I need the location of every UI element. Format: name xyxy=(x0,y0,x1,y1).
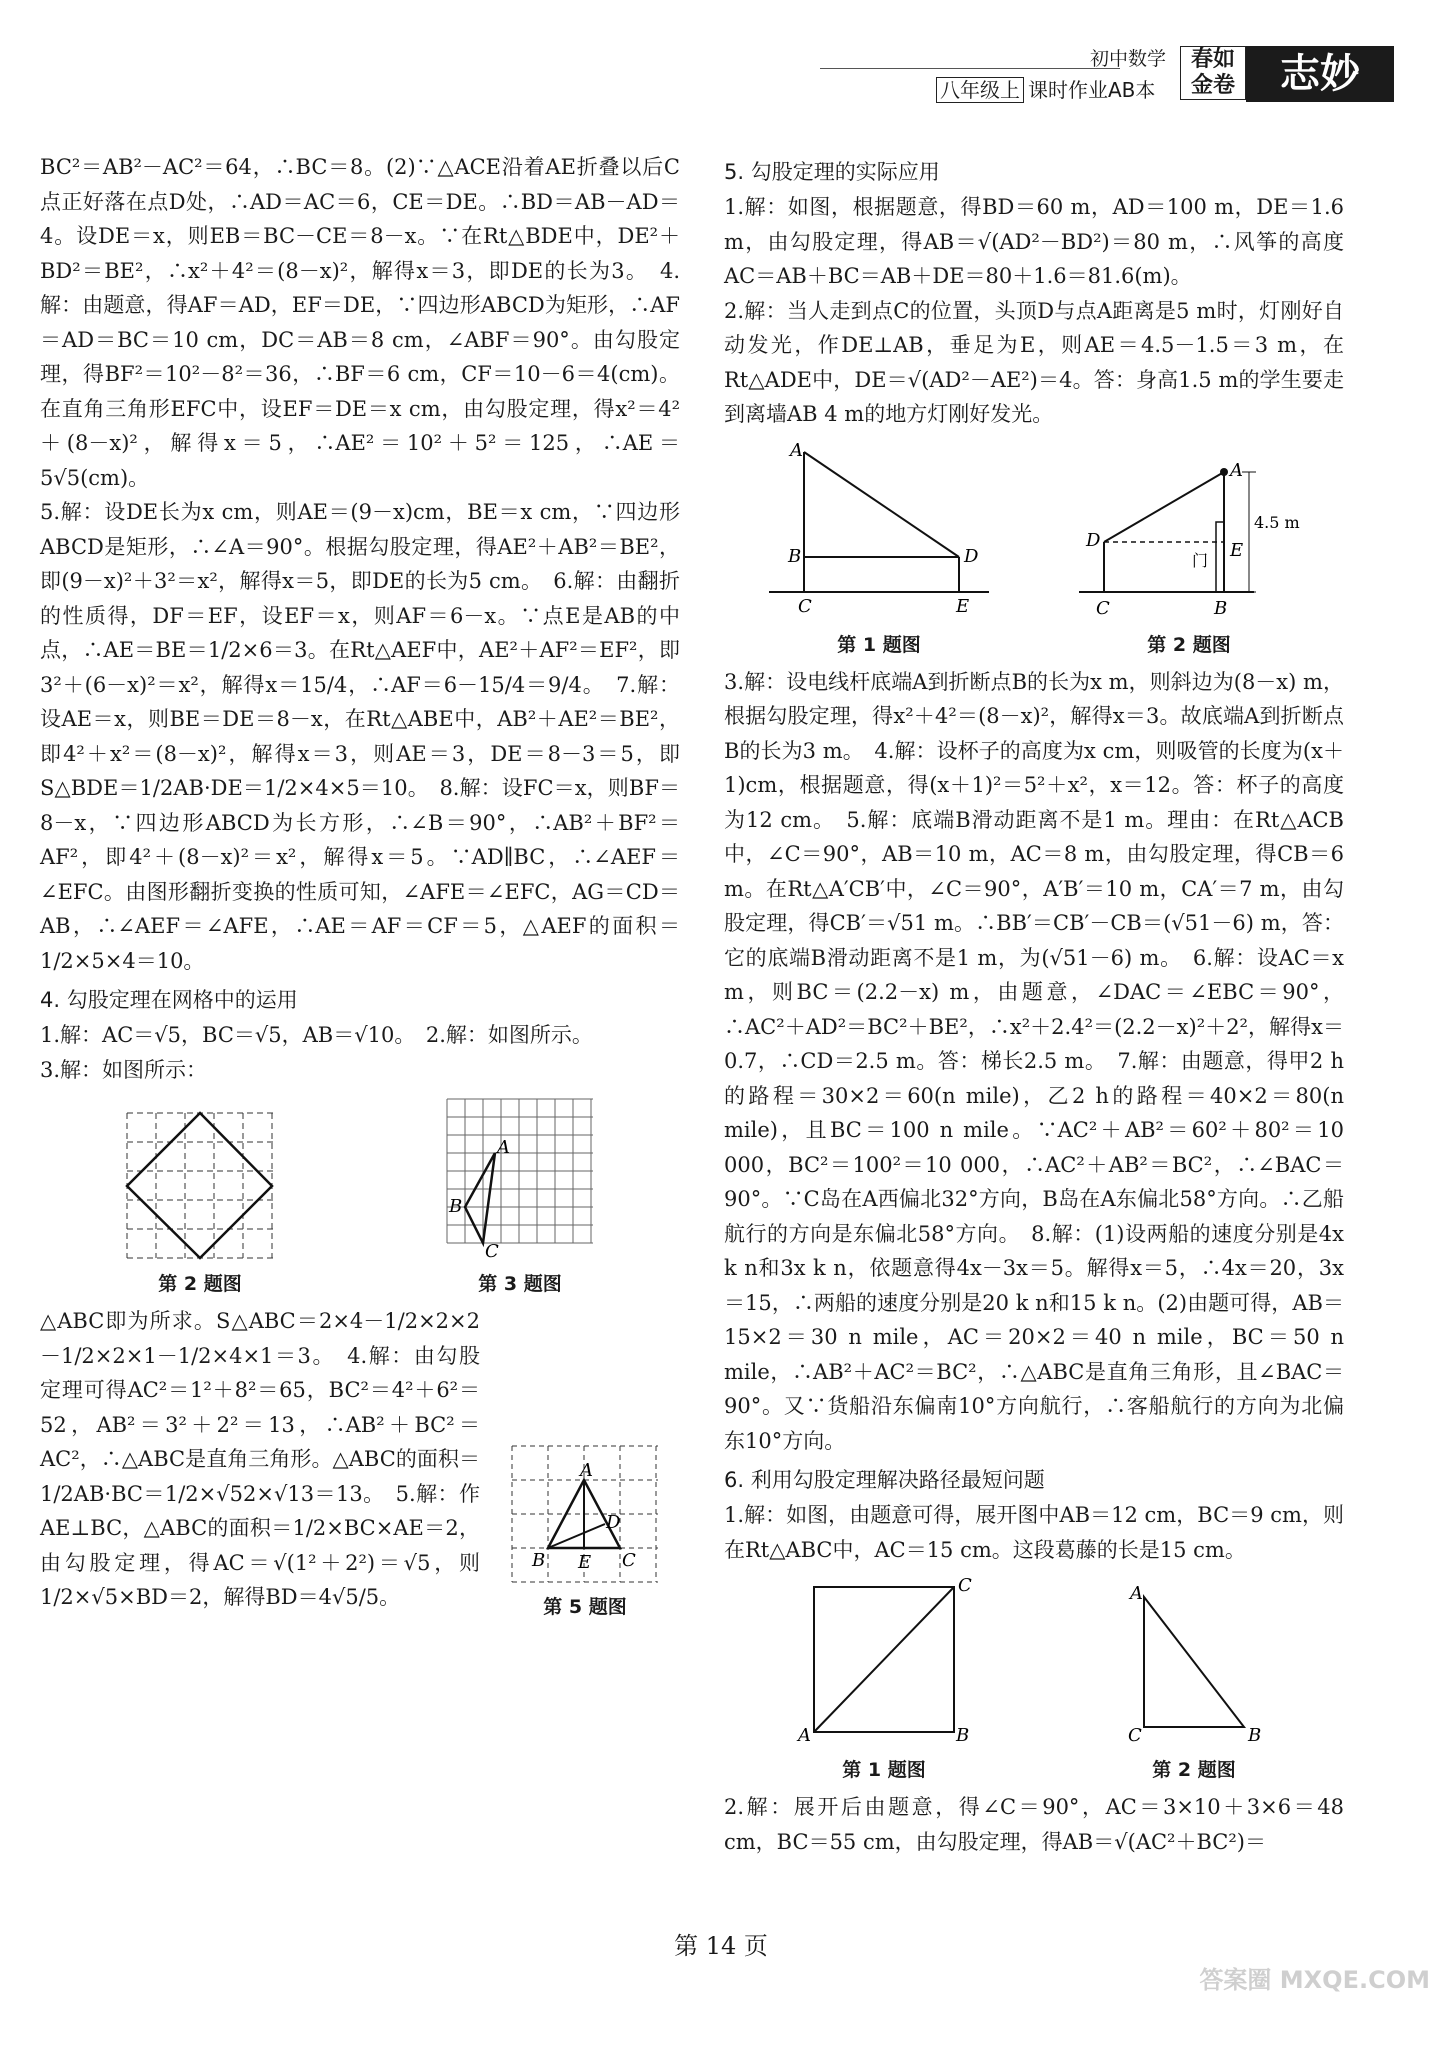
right-para-5: 2.解：展开后由题意，得∠C＝90°，AC＝3×10＋3×6＝48 cm，BC＝55 cm，由勾股定理，得AB＝√(AC²＋BC²)＝ xyxy=(724,1795,1344,1854)
section-5-title: 5. 勾股定理的实际应用 xyxy=(724,160,940,184)
page-number: 第 14 页 xyxy=(674,1932,768,1960)
label-a5: A xyxy=(580,1460,593,1481)
box-label-a: A xyxy=(1130,1583,1143,1604)
vine-diagram xyxy=(794,1577,974,1747)
shortest-path-figures-row xyxy=(724,1577,1344,1782)
header-subject: 初中数学 xyxy=(1090,48,1167,70)
lamp-door-label: 门 xyxy=(1192,550,1209,570)
right-para-3: 3.解：设电线杆底端A到折断点B的长为x m，则斜边为(8－x) m，根据勾股定理，得x²＋4²＝(8－x)²，解得x＝3。故底端A到折断点B的长为3 m。 4.解：设杯子的高度为x cm，则吸管的长度为(x＋1)cm，根据题意，得(x＋1)²＝5²＋x²，x＝12。答：杯子的高度为12 cm。 5.解：底端B滑动距离不是1 m。理由：在Rt△ACB中，∠C＝90°，AB＝10 m，AC＝8 m，由勾股定理，得CB＝6 m。在Rt△A′CB′中，∠C＝90°，A′B′＝10 m，CA′＝7 m，由勾股定理，得CB′＝√51 m。∴BB′＝CB′－CB＝(√51－6) m，答：它的底端B滑动距离不是1 m，为(√51－6) m。 6.解：设AC＝x m，则BC＝(2.2－x) m，由题意，∠DAC＝∠EBC＝90°，∴AC²＋AD²＝BC²＋BE²，∴x²＋2.4²＝(2.2－x)²＋2²，解得x＝0.7，∴CD＝2.5 m。答：梯长2.5 m。 7.解：由题意，得甲2 h的路程＝30×2＝60(n mile)，乙2 h的路程＝40×2＝80(n mile)，且BC＝100 n mile。∵AC²＋AB²＝60²＋80²＝10 000，BC²＝100²＝10 000，∴AC²＋AB²＝BC²，∴∠BAC＝90°。∵C岛在A西偏北32°方向，B岛在A东偏北58°方向。∴乙船航行的方向是东偏北58°方向。 8.解：(1)设两船的速度分别是4x k n和3x k n，依题意得4x－3x＝5。解得x＝5，∴4x＝20，3x＝15，∴两船的速度分别是20 k n和15 k n。(2)由题可得，AB＝15×2＝30 n mile，AC＝20×2＝40 n mile，BC＝50 n mile，∴AB²＋AC²＝BC²，∴△ABC是直角三角形，且∠BAC＝90°。又∵货船沿东偏南10°方向航行，∴客船航行的方向为北偏东10°方向。 xyxy=(724,669,1344,1453)
lamp-label-d: D xyxy=(1086,529,1101,551)
right-column xyxy=(724,150,1344,1859)
lamp-diagram xyxy=(1074,462,1304,622)
left-para-3: 1.解：AC＝√5，BC＝√5，AB＝√10。 2.解：如图所示。 xyxy=(40,1023,593,1047)
header-grade: 八年级上 xyxy=(936,77,1024,103)
left-column xyxy=(40,150,680,1618)
vine-label-c: C xyxy=(958,1577,972,1596)
caption-q5-grid: 第 5 题图 xyxy=(543,1596,627,1618)
section-6-title: 6. 利用勾股定理解决路径最短问题 xyxy=(724,1468,1045,1492)
lamp-label-c: C xyxy=(1096,597,1110,619)
kite-label-d: D xyxy=(964,545,979,567)
vine-label-b: B xyxy=(956,1725,970,1746)
triangle-altitude-diagram xyxy=(510,1444,660,1584)
header-series-line xyxy=(936,74,1155,103)
header-logo: 志妙 xyxy=(1246,46,1394,102)
caption-kite: 第 1 题图 xyxy=(837,633,921,656)
figure-lamp xyxy=(1074,462,1304,657)
right-para-4: 1.解：如图，由题意可得，展开图中AB＝12 cm，BC＝9 cm，则在Rt△ABC中，AC＝15 cm。这段葛藤的长是15 cm。 xyxy=(724,1503,1344,1562)
header-rule xyxy=(820,68,1120,69)
lamp-label-b: B xyxy=(1214,597,1228,619)
section-4-title: 4. 勾股定理在网格中的运用 xyxy=(40,988,298,1012)
kite-label-b: B xyxy=(788,545,802,567)
triangle-grid-diagram xyxy=(445,1097,595,1261)
figure-q3-grid xyxy=(445,1097,595,1296)
label-c: C xyxy=(485,1241,499,1261)
square-grid-diagram xyxy=(125,1111,275,1261)
applied-figures-row xyxy=(724,442,1344,657)
label-a: A xyxy=(497,1137,510,1158)
watermark: 答案圈 MXQE.COM xyxy=(1199,1966,1430,1994)
label-d5: D xyxy=(606,1512,621,1533)
box-diagram xyxy=(1114,1577,1274,1747)
figure-q2-grid xyxy=(125,1111,275,1296)
right-para-1: 1.解：如图，根据题意，得BD＝60 m，AD＝100 m，DE＝1.6 m，由勾股定理，得AB＝√(AD²－BD²)＝80 m，∴风筝的高度AC＝AB＋BC＝AB＋DE＝80＋1.6＝81.6(m)。 xyxy=(724,195,1344,288)
lamp-label-a: A xyxy=(1230,461,1243,481)
kite-label-c: C xyxy=(798,595,812,617)
right-para-2: 2.解：当人走到点C的位置，头顶D与点A距离是5 m时，灯刚好自动发光，作DE⊥AB，垂足为E，则AE＝4.5－1.5＝3 m，在Rt△ADE中，DE＝√(AD²－AE²)＝4。答：身高1.5 m的学生要走到离墙AB 4 m的地方灯刚好发光。 xyxy=(724,298,1344,426)
caption-q2-grid: 第 2 题图 xyxy=(158,1273,242,1295)
header-brand: 春如金卷 xyxy=(1180,46,1246,100)
kite-label-a: A xyxy=(790,441,803,461)
label-b: B xyxy=(449,1196,463,1217)
caption-lamp: 第 2 题图 xyxy=(1147,633,1231,656)
left-para-2: 5.解：设DE长为x cm，则AE＝(9－x)cm，BE＝x cm，∵四边形ABCD是矩形，∴∠A＝90°。根据勾股定理，得AE²＋AB²＝BE²，即(9－x)²＋3²＝x²，解得x＝5，即DE的长为5 cm。 6.解：由翻折的性质得，DF＝EF，设EF＝x，则AF＝6－x。∵点E是AB的中点，∴AE＝BE＝1/2×6＝3。在Rt△AEF中，AE²＋AF²＝EF²，即3²＋(6－x)²＝x²，解得x＝15/4，∴AF＝6－15/4＝9/4。 7.解：设AE＝x，则BE＝DE＝8－x，在Rt△ABE中，AB²＋AE²＝BE²，即4²＋x²＝(8－x)²，解得x＝3，则AE＝3，DE＝8－3＝5，即S△BDE＝1/2AB·DE＝1/2×4×5＝10。 8.解：设FC＝x，则BF＝8－x，∵四边形ABCD为长方形，∴∠B＝90°，∴AB²＋BF²＝AF²，即4²＋(8－x)²＝x²，解得x＝5。∵AD∥BC，∴∠AEF＝∠EFC。由图形翻折变换的性质可知，∠AFE＝∠EFC，AG＝CD＝AB，∴∠AEF＝∠AFE，∴AE＝AF＝CF＝5，△AEF的面积＝1/2×5×4＝10。 xyxy=(40,500,680,973)
caption-box: 第 2 题图 xyxy=(1152,1759,1236,1781)
left-bottom-block xyxy=(40,1304,680,1618)
kite-label-e: E xyxy=(956,595,970,617)
kite-diagram xyxy=(764,442,994,622)
left-para-1: BC²＝AB²－AC²＝64，∴BC＝8。(2)∵△ACE沿着AE折叠以后C点正好落在点D处，∴AD＝AC＝6，CE＝DE。∴BD＝AB－AD＝4。设DE＝x，则EB＝BC－CE＝8－x。∵在Rt△BDE中，DE²＋BD²＝BE²，∴x²＋4²＝(8－x)²，解得x＝3，即DE的长为3。 4.解：由题意，得AF＝AD，EF＝DE，∵四边形ABCD为矩形，∴AF＝AD＝BC＝10 cm，DC＝AB＝8 cm，∠ABF＝90°。由勾股定理，得BF²＝10²－8²＝36，∴BF＝6 cm，CF＝10－6＝4(cm)。在直角三角形EFC中，设EF＝DE＝x cm，由勾股定理，得x²＝4²＋(8－x)²，解得x＝5，∴AE²＝10²＋5²＝125，∴AE＝5√5(cm)。 xyxy=(40,155,680,490)
figure-q5-grid xyxy=(510,1444,660,1619)
caption-q3-grid: 第 3 题图 xyxy=(478,1273,562,1295)
label-e5: E xyxy=(578,1552,592,1573)
label-b5: B xyxy=(532,1550,546,1571)
left-para-5: △ABC即为所求。S△ABC＝2×4－1/2×2×2－1/2×2×1－1/2×4×1＝3。 4.解：由勾股定理可得AC²＝1²＋8²＝65，BC²＝4²＋6²＝52，AB²＝3²＋2²＝13，∴AB²＋BC²＝AC²，∴△ABC是直角三角形。△ABC的面积＝1/2AB·BC＝1/2×√52×√13＝13。 5.解：作AE⊥BC，△ABC的面积＝1/2×BC×AE＝2，由勾股定理，得AC＝√(1²＋2²)＝√5，则1/2×√5×BD＝2，解得BD＝4√5/5。 xyxy=(40,1309,480,1609)
figure-box xyxy=(1114,1577,1274,1782)
lamp-label-e: E xyxy=(1230,539,1244,561)
header-series: 课时作业AB本 xyxy=(1028,78,1156,102)
grid-figures-row xyxy=(40,1097,680,1296)
figure-vine xyxy=(794,1577,974,1782)
caption-vine: 第 1 题图 xyxy=(842,1759,926,1781)
label-c5: C xyxy=(622,1550,636,1571)
figure-kite xyxy=(764,442,994,657)
box-label-c: C xyxy=(1128,1725,1142,1746)
vine-label-a: A xyxy=(798,1725,811,1746)
left-para-4: 3.解：如图所示： xyxy=(40,1057,208,1082)
box-label-b: B xyxy=(1248,1725,1262,1746)
lamp-height-label: 4.5 m xyxy=(1254,512,1300,532)
